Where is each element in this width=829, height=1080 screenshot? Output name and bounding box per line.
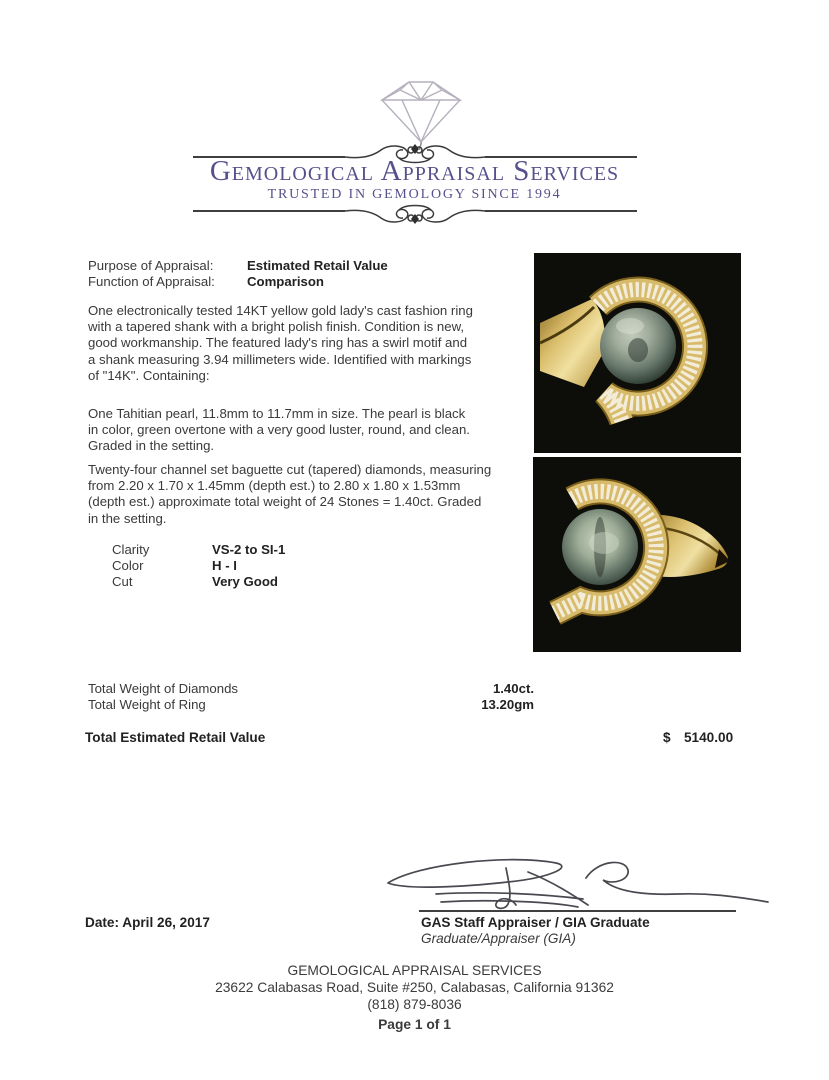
header-bottom-rule-flourish <box>193 203 637 243</box>
text-line: One Tahitian pearl, 11.8mm to 11.7mm in size. The pearl is black <box>88 406 466 421</box>
text-line: with a tapered shank with a bright polish finish. Condition is new, <box>88 319 465 335</box>
total-ring-label: Total Weight of Ring <box>88 697 206 712</box>
function-label: Function of Appraisal: <box>88 274 215 289</box>
text-line: in color, green overtone with a very good luster, round, and clean. <box>88 422 470 438</box>
purpose-value: Estimated Retail Value <box>247 258 388 273</box>
description-paragraph-pearl <box>88 406 470 455</box>
grade-label-clarity: Clarity <box>112 542 150 557</box>
text-line: good workmanship. The featured lady's ring has a swirl motif and <box>88 335 468 351</box>
text-line: Twenty-four channel set baguette cut (tapered) diamonds, measuring <box>88 462 492 477</box>
text-line: One electronically tested 14KT yellow gold lady's cast fashion ring <box>88 303 473 318</box>
ring-top-view-image <box>534 253 741 453</box>
appraiser-title: GAS Staff Appraiser / GIA Graduate <box>421 915 650 930</box>
grade-value-cut: Very Good <box>212 574 278 590</box>
text-line: from 2.20 x 1.70 x 1.45mm (depth est.) to 2.80 x 1.80 x 1.53mm <box>88 478 461 494</box>
ring-side-view-image <box>533 457 741 652</box>
grand-total-amount: 5140.00 <box>684 730 734 745</box>
total-diamonds-value: 1.40ct. <box>492 681 534 696</box>
text-line: Graded in the setting. <box>88 438 215 454</box>
page-number: Page 1 of 1 <box>378 1017 451 1032</box>
ring-photo-side-view <box>533 457 741 652</box>
company-title: Gemological Appraisal Services <box>209 155 620 187</box>
grades-labels <box>112 542 149 591</box>
grand-total-label: Total Estimated Retail Value <box>85 730 266 745</box>
purpose-label: Purpose of Appraisal: <box>88 258 214 273</box>
grade-label-color: Color <box>112 558 144 574</box>
footer-company: GEMOLOGICAL APPRAISAL SERVICES <box>287 963 542 978</box>
text-line: (depth est.) approximate total weight of 24 Stones = 1.40ct. Graded <box>88 494 482 510</box>
text-line: a shank measuring 3.94 millimeters wide. Identified with markings <box>88 351 472 367</box>
grades-values <box>212 542 285 591</box>
description-paragraph-diamonds <box>88 462 491 527</box>
text-line: in the setting. <box>88 510 167 526</box>
footer-phone: (818) 879-8036 <box>367 997 462 1012</box>
text-line: of "14K". Containing: <box>88 367 210 383</box>
function-value: Comparison <box>247 274 324 289</box>
grade-value-clarity: VS-2 to SI-1 <box>212 542 286 557</box>
appraiser-signature <box>378 850 780 914</box>
grade-value-color: H - I <box>212 558 237 574</box>
date-line: Date: April 26, 2017 <box>85 915 210 930</box>
grade-label-cut: Cut <box>112 574 133 590</box>
appraiser-credential: Graduate/Appraiser (GIA) <box>421 931 576 946</box>
ring-photo-top-view <box>534 253 741 453</box>
footer-address: 23622 Calabasas Road, Suite #250, Calabasas, California 91362 <box>215 980 614 995</box>
company-tagline: TRUSTED IN GEMOLOGY SINCE 1994 <box>267 187 562 202</box>
currency-symbol: $ <box>663 730 671 745</box>
description-paragraph-ring <box>88 303 473 384</box>
total-ring-value: 13.20gm <box>481 697 534 712</box>
total-diamonds-label: Total Weight of Diamonds <box>88 681 239 696</box>
diamond-logo-icon <box>374 76 468 150</box>
signature-rule <box>419 910 736 912</box>
